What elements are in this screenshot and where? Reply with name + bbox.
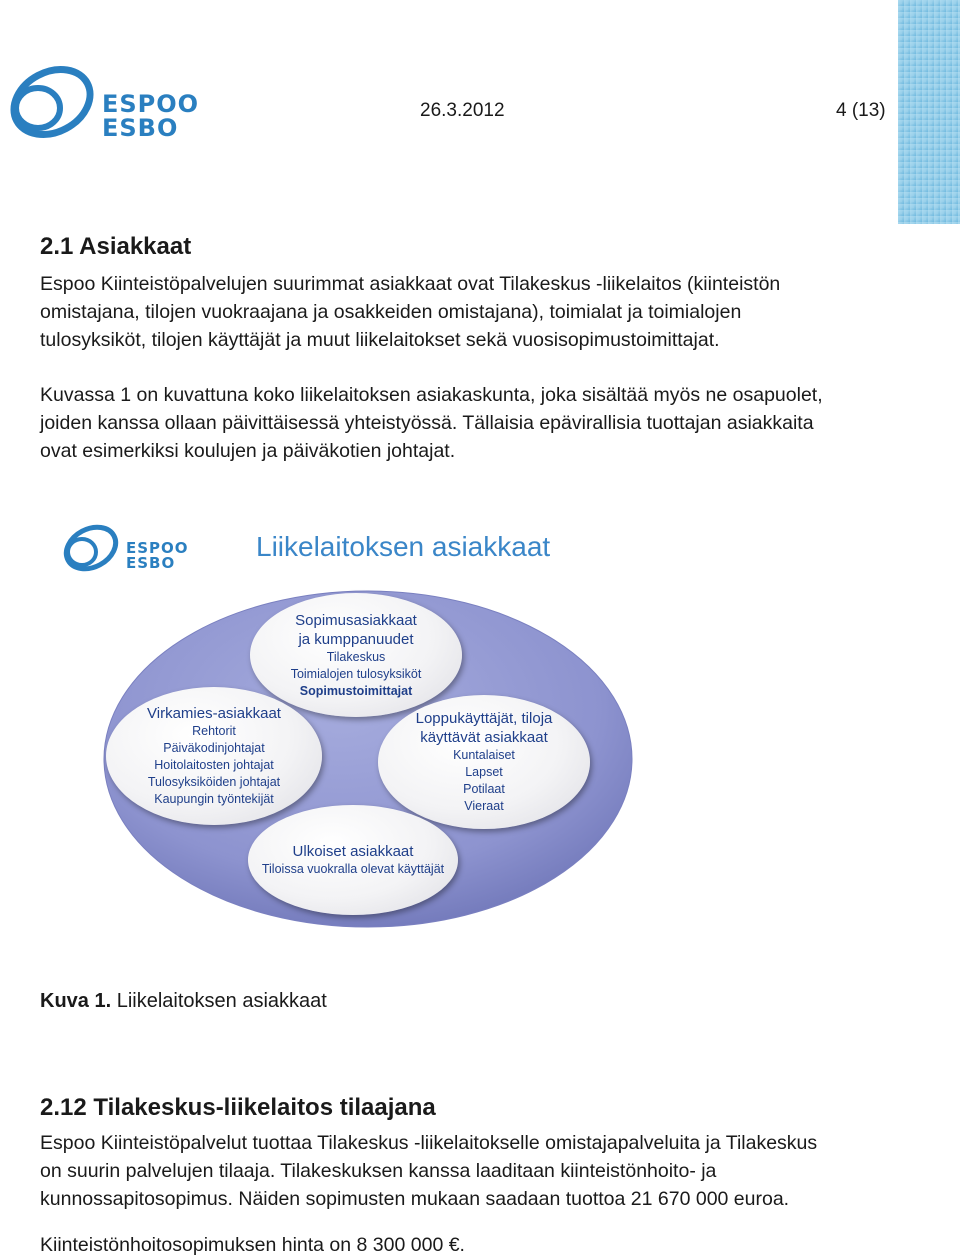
- paragraph-line: ovat esimerkiksi koulujen ja päiväkotien johtajat.: [40, 440, 456, 462]
- bubble-item: Kuntalaiset: [453, 748, 515, 762]
- bubble-contract-customers: [250, 593, 462, 717]
- section1-paragraph1: [40, 270, 920, 354]
- bubble-item: Vieraat: [464, 799, 504, 813]
- figure-customers: [0, 505, 960, 965]
- section2-paragraph2: Kiinteistönhoitosopimuksen hinta on 8 300 000 €.: [40, 1234, 465, 1256]
- espoo-logo: [4, 56, 200, 146]
- paragraph-line: on suurin palvelujen tilaaja. Tilakeskuksen kanssa laaditaan kiinteistönhoito- ja: [40, 1160, 717, 1182]
- bubble-item: Potilaat: [463, 782, 505, 796]
- bubble-title: käyttävät asiakkaat: [420, 729, 548, 746]
- caption-label: Kuva 1.: [40, 990, 112, 1012]
- bubble-official-customers: [106, 687, 322, 825]
- bubble-item: Tilakeskus: [326, 649, 386, 664]
- bubble-item: Tiloissa vuokralla olevat käyttäjät: [261, 862, 445, 876]
- bubble-end-users: [378, 695, 590, 829]
- page-number: 4 (13): [836, 100, 886, 121]
- figure-logo-mark-icon: [60, 517, 122, 579]
- bubble-title: Loppukäyttäjät, tiloja: [415, 710, 553, 727]
- bubble-external-customers: [248, 805, 458, 915]
- figure-caption: [40, 990, 327, 1013]
- bubble-item: Sopimustoimittajat: [299, 683, 413, 698]
- caption-text: Liikelaitoksen asiakkaat: [111, 990, 327, 1012]
- section-heading-asiakkaat: 2.1 Asiakkaat: [40, 233, 192, 260]
- paragraph-line: omistajana, tilojen vuokraajana ja osakkeiden omistajana), toimialat ja toimialojen: [40, 301, 742, 323]
- bubble-title: Ulkoiset asiakkaat: [292, 843, 414, 860]
- figure-title: Liikelaitoksen asiakkaat: [256, 531, 551, 562]
- bubble-item: Toimialojen tulosyksiköt: [290, 666, 422, 681]
- logo-line1: ESPOO: [102, 90, 200, 118]
- paragraph-line: tulosyksiköt, tilojen käyttäjät ja muut liikelaitokset sekä vuosisopimustoimittajat.: [40, 329, 720, 351]
- bubble-item: Hoitolaitosten johtajat: [154, 758, 274, 772]
- paragraph-line: kunnossapitosopimus. Näiden sopimusten mukaan saadaan tuottoa 21 670 000 euroa.: [40, 1188, 790, 1210]
- bubble-item: Lapset: [465, 765, 503, 779]
- bubble-item: Kaupungin työntekijät: [154, 792, 274, 806]
- paragraph-line: Kuvassa 1 on kuvattuna koko liikelaitoksen asiakaskunta, joka sisältää myös ne osapuolet,: [40, 384, 823, 406]
- bubble-title: Virkamies-asiakkaat: [147, 705, 281, 722]
- bubble-item: Päiväkodinjohtajat: [163, 741, 265, 755]
- bubble-item: Tulosyksiköiden johtajat: [147, 775, 281, 789]
- figure-logo-line2: ESBO: [126, 554, 176, 572]
- paragraph-line: joiden kanssa ollaan päivittäisessä yhteistyössä. Tällaisia epävirallisia tuottajan asiakkaita: [40, 412, 814, 434]
- logo-line2: ESBO: [102, 114, 179, 142]
- section2-paragraph1: [40, 1129, 920, 1213]
- paragraph-line: Espoo Kiinteistöpalvelujen suurimmat asiakkaat ovat Tilakeskus -liikelaitos (kiinteistön: [40, 273, 781, 295]
- section-heading-tilakeskus: 2.12 Tilakeskus-liikelaitos tilaajana: [40, 1094, 436, 1121]
- bubble-title: ja kumppanuudet: [298, 630, 414, 648]
- espoo-logo-mark-icon: [4, 56, 104, 146]
- bubble-item: Rehtorit: [192, 724, 236, 738]
- bubble-title: Sopimusasiakkaat: [295, 611, 417, 629]
- paragraph-line: Espoo Kiinteistöpalvelut tuottaa Tilakeskus -liikelaitokselle omistajapalveluita ja Tilakeskus: [40, 1132, 818, 1154]
- corner-pattern-icon: [898, 0, 960, 224]
- figure-logo-line1: ESPOO: [126, 539, 189, 557]
- header-date: 26.3.2012: [420, 100, 505, 121]
- section1-paragraph2: [40, 381, 920, 465]
